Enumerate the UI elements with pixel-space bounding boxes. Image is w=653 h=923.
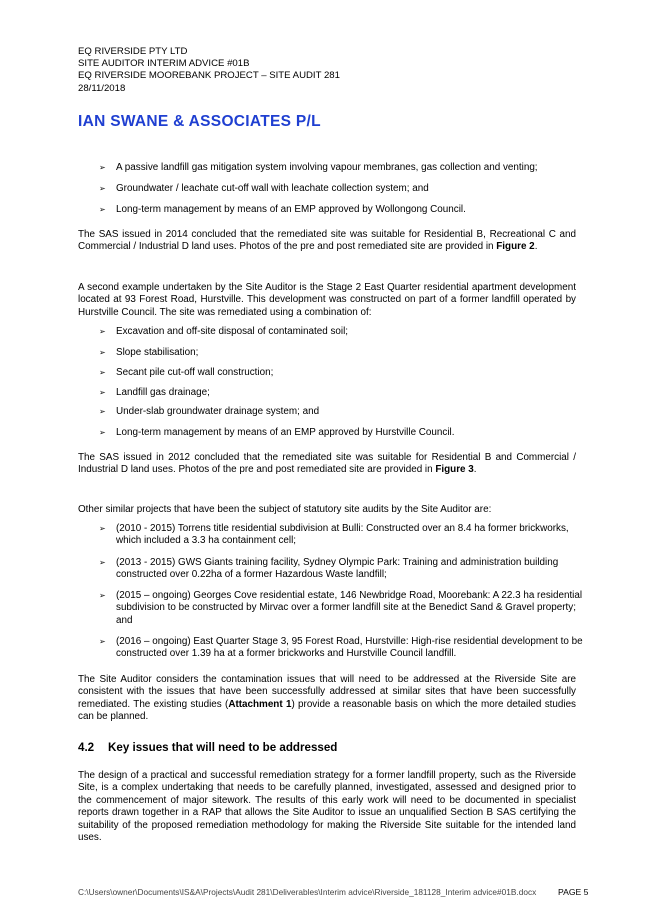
bullet-arrow-icon: ➢ [99,558,106,567]
header-advice: SITE AUDITOR INTERIM ADVICE #01B [78,58,250,70]
paragraph-other-projects: Other similar projects that have been the subject of statutory site audits by the Site Auditor are: [78,504,492,515]
figure-reference: Figure 3 [435,464,474,476]
section-number: 4.2 [78,741,95,754]
bullet-arrow-icon: ➢ [99,348,106,357]
paragraph-second-example: A second example undertaken by the Site Auditor is the Stage 2 East Quarter residential apartment development located at 93 Forest Road, Hurstville. This development was constructed on part of a former landfill operated by Hurstville Council. The site was remediated using a combination of: [78,282,576,318]
bullet-arrow-icon: ➢ [99,407,106,416]
bullet-arrow-icon: ➢ [99,388,106,397]
bullet-arrow-icon: ➢ [99,327,106,336]
header-project: EQ RIVERSIDE MOOREBANK PROJECT – SITE AUDIT 281 [78,70,340,82]
header-client: EQ RIVERSIDE PTY LTD [78,46,188,57]
page-number: PAGE 5 [558,887,589,897]
bullet-arrow-icon: ➢ [99,524,106,533]
figure-reference: Figure 2 [496,241,535,253]
paragraph-design-strategy: The design of a practical and successful remediation strategy for a former landfill property, such as the Riverside Site, is a complex undertaking that needs to be carefully planned, investigated, assessed and designed prior to the commencement of major sitework. The results of this early work will need to be documented in specialist reports drawn together in a RAP that allows the Site Auditor to issue an unqualified Section B SAS certifying the suitability of the proposed remediation methodology for making the Riverside Site suitable for the intended land uses. [78,770,576,844]
header-date: 28/11/2018 [78,82,126,94]
paragraph-sas-2012: The SAS issued in 2012 concluded that the remediated site was suitable for Residential B and Commercial / Industrial D land uses. Photos of the pre and post remediated site are provided in Figure 3. [78,452,576,476]
bullet-arrow-icon: ➢ [99,428,106,437]
section-title: Key issues that will need to be addressed [108,741,338,754]
attachment-reference: Attachment 1 [228,698,292,710]
paragraph-sas-2014: The SAS issued in 2014 concluded that the remediated site was suitable for Residential B, Recreational C and Commercial / Industrial D land uses. Photos of the pre and post remediated site are provided in Figure 2. [78,229,576,253]
bullet-arrow-icon: ➢ [99,368,106,377]
paragraph-site-auditor-considers: The Site Auditor considers the contamination issues that will need to be addressed at the Riverside Site are consistent with the issues that have been successfully addressed at similar sites that have been successfully remediated. The existing studies (Attachment 1) provide a reasonable basis on which the more detailed studies can be planned. [78,674,576,723]
document-footer [78,887,589,897]
document-page: EQ RIVERSIDE PTY LTD SITE AUDITOR INTERIM ADVICE #01B EQ RIVERSIDE MOOREBANK PROJECT – SITE AUDIT 281 28/11/2018 IAN SWANE & ASSOCIATES P/L ➢ A passive landfill gas mitigation system involving vapour membranes, gas collection and venting; ➢ Groundwater / leachate cut-off wall with leachate collection system; and ➢ Long-term management by means of an EMP approved by Wollongong Council. The SAS issued in 2014 concluded that the remediated site was suitable for Residential B, Recreational C and Commercial / Industrial D land uses. Photos of the pre and post remediated site are provided in Figure 2. A second example undertaken by the Site Auditor is the Stage 2 East Quarter residential apartment development located at 93 Forest Road, Hurstville. This development was constructed on part of a former landfill operated by Hurstville Council. The site was remediated using a combination of: ➢ Excavation and off-site disposal of contaminated soil; ➢ Slope stabilisation; ➢ Secant pile cut-off wall construction; ➢ Landfill gas drainage; ➢ Under-slab groundwater drainage system; and ➢ Long-term management by means of an EMP approved by Hurstville Council. The SAS issued in 2012 concluded that the remediated site was suitable for Residential B and Commercial / Industrial D land uses. Photos of the pre and post remediated site are provided in Figure 3. Other similar projects that have been the subject of statutory site audits by the Site Auditor are: ➢ (2010 - 2015) Torrens title residential subdivision at Bulli: Constructed over an 8.4 ha former brickworks, which included a 3.3 ha containment cell; ➢ (2013 - 2015) GWS Giants training facility, Sydney Olympic Park: Training and administration building constructed over 0.22ha of a former Hazardous Waste landfill; ➢ (2015 – ongoing) Georges Cove residential estate, 146 Newbridge Road, Moorebank: A 22.3 ha residential subdivision to be constructed by Mirvac over a former landfill site at the Benedict Sand & Gravel property; and ➢ (2016 – ongoing) East Quarter Stage 3, 95 Forest Road, Hurstville: High-rise residential development to be constructed over 1.39 ha at a former brickworks and Hurstville Council landfill. The Site Auditor considers the contamination issues that will need to be addressed at the Riverside Site are consistent with the issues that have been successfully addressed at similar sites that have been successfully remediated. The existing studies (Attachment 1) provide a reasonable basis on which the more detailed studies can be planned. 4.2 Key issues that will need to be addressed The design of a practical and successful remediation strategy for a former landfill property, such as the Riverside Site, is a complex undertaking that needs to be carefully planned, investigated, assessed and designed prior to the commencement of major sitework. The results of this early work will need to be documented in specialist reports drawn together in a RAP that allows the Site Auditor to issue an unqualified Section B SAS certifying the suitability of the proposed remediation methodology for making the Riverside Site suitable for the intended land uses. C:\Users\owner\Documents\IS&A\Projects\Audit 281\Deliverables\Interim advice\Riverside_181128_Interim advice#01B.docx PAGE 5 [78,46,589,897]
bullet-arrow-icon: ➢ [99,184,106,193]
company-name: IAN SWANE & ASSOCIATES P/L [78,113,321,130]
document-header [78,46,340,95]
bullet-arrow-icon: ➢ [99,637,106,646]
section-heading [78,741,337,754]
bullet-arrow-icon: ➢ [99,591,106,600]
file-path: C:\Users\owner\Documents\IS&A\Projects\Audit 281\Deliverables\Interim advice\Riverside_181128_Interim advice#01B.docx [78,887,537,897]
bullet-arrow-icon: ➢ [99,163,106,172]
bullet-arrow-icon: ➢ [99,205,106,214]
